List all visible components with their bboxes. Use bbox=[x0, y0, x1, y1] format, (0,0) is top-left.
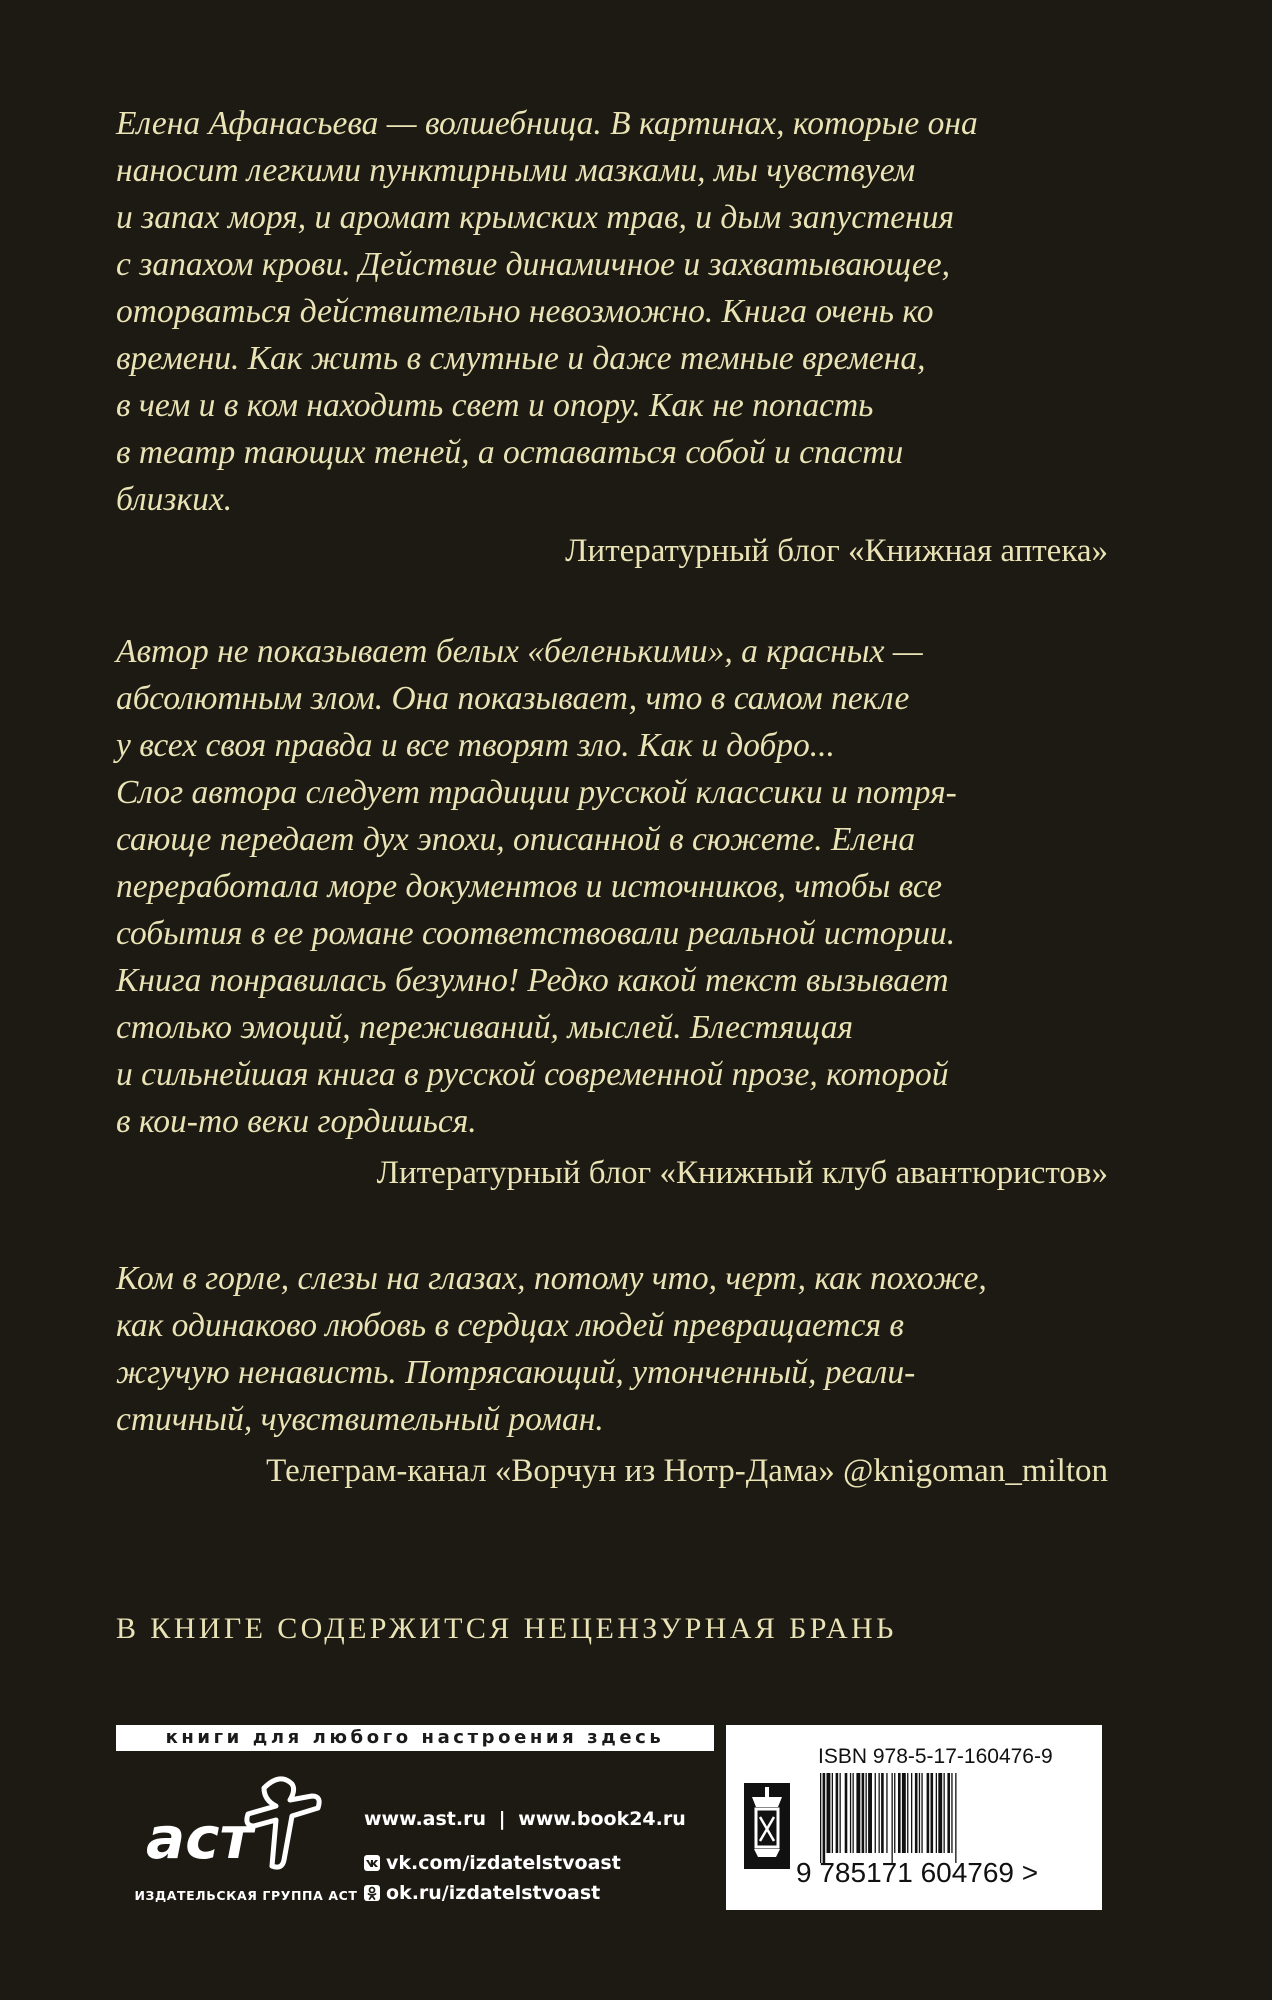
barcode-bar bbox=[951, 1773, 952, 1853]
barcode-bar bbox=[845, 1773, 848, 1853]
barcode-bar bbox=[875, 1773, 876, 1853]
review-1 bbox=[116, 100, 1116, 573]
ok-link[interactable]: ok.ru/izdatelstvoast bbox=[386, 1882, 601, 1904]
ok-icon bbox=[364, 1885, 380, 1901]
publisher-group-name: ИЗДАТЕЛЬСКАЯ ГРУППА АСТ bbox=[134, 1888, 358, 1903]
barcode-bar bbox=[894, 1773, 895, 1853]
vk-icon bbox=[364, 1855, 380, 1871]
isbn-label: ISBN 978-5-17-160476-9 bbox=[818, 1745, 1053, 1768]
barcode-bar bbox=[881, 1773, 884, 1853]
barcode-bar bbox=[919, 1773, 920, 1853]
review-1-source: Литературный блог «Книжная аптека» bbox=[565, 533, 1108, 569]
barcode-bar bbox=[862, 1773, 865, 1853]
barcode-bar bbox=[907, 1773, 908, 1853]
review-3-text: Ком в горле, слезы на глазах, потому что, черт, как похоже, как одинаково любовь в сердцах людей превращается в жгучую ненависть. Потрясающий, утонченный, реали- стичный, чувствительный роман. bbox=[116, 1260, 987, 1438]
barcode-bar bbox=[879, 1773, 880, 1853]
website-book24-link[interactable]: www.book24.ru bbox=[518, 1808, 686, 1830]
barcode-bar bbox=[921, 1773, 922, 1853]
barcode-bar bbox=[840, 1773, 841, 1853]
barcode-bar bbox=[892, 1773, 893, 1863]
barcode-bar bbox=[947, 1773, 950, 1853]
review-3 bbox=[116, 1255, 1116, 1493]
barcode-bar bbox=[868, 1773, 872, 1853]
barcode-bar bbox=[820, 1773, 821, 1863]
profanity-warning: В КНИГЕ СОДЕРЖИТСЯ НЕЦЕНЗУРНАЯ БРАНЬ bbox=[116, 1612, 897, 1645]
barcode-bar bbox=[936, 1773, 937, 1853]
review-2 bbox=[116, 628, 1116, 1195]
barcode-bar bbox=[955, 1773, 956, 1863]
lantern-icon bbox=[744, 1783, 790, 1874]
link-separator: | bbox=[498, 1808, 506, 1830]
barcode-bar bbox=[944, 1773, 945, 1853]
barcode-bar bbox=[911, 1773, 912, 1853]
barcode-digits: 9 785171 604769 > bbox=[796, 1857, 1039, 1888]
review-3-source: Телеграм-канал «Ворчун из Нотр-Дама» @knigoman_milton bbox=[266, 1453, 1108, 1489]
ok-link-row bbox=[364, 1880, 686, 1906]
barcode-bar bbox=[866, 1773, 867, 1853]
barcode-bar bbox=[832, 1773, 833, 1853]
logo-text: аст bbox=[146, 1804, 254, 1872]
barcode-bar bbox=[915, 1773, 918, 1853]
vk-link-row bbox=[364, 1850, 686, 1876]
barcode-bar bbox=[938, 1773, 942, 1853]
barcode-bar bbox=[836, 1773, 839, 1853]
barcode-bar bbox=[902, 1773, 906, 1853]
publisher-links bbox=[364, 1808, 686, 1906]
barcode-bar bbox=[853, 1773, 854, 1853]
barcode-bar bbox=[856, 1773, 860, 1853]
barcode-bar bbox=[886, 1773, 887, 1853]
isbn-barcode-block bbox=[726, 1725, 1102, 1910]
review-2-text: Автор не показывает белых «беленькими», а красных — абсолютным злом. Она показывает, что в самом пекле у всех своя правда и все творят зло. Как и добро... Слог автора следует традиции русской классики и потря- сающе передает дух эпохи, описанной в сюжете. Елена переработала море документов и источников, чтобы все события в ее романе соответствовали реальной истории. Книга понравилась безумно! Редко какой текст вызывает столько эмоций, переживаний, мыслей. Блестящая и сильнейшая книга в русской современной прозе, которой в кои-то веки гордишься. bbox=[116, 633, 957, 1140]
publisher-tagline: книги для любого настроения здесь bbox=[116, 1725, 714, 1751]
vk-link[interactable]: vk.com/izdatelstvoast bbox=[386, 1852, 621, 1874]
ast-logo bbox=[140, 1766, 340, 1876]
barcode-bar bbox=[850, 1773, 851, 1853]
barcode bbox=[816, 1773, 1086, 1863]
website-links bbox=[364, 1808, 686, 1830]
barcode-bar bbox=[898, 1773, 901, 1853]
review-2-source: Литературный блог «Книжный клуб авантюристов» bbox=[376, 1155, 1108, 1191]
barcode-bar bbox=[931, 1773, 934, 1853]
barcode-bar bbox=[827, 1773, 831, 1853]
barcode-bar bbox=[927, 1773, 930, 1853]
barcode-bar bbox=[823, 1773, 826, 1863]
review-1-text: Елена Афанасьева — волшебница. В картинах, которые она наносит легкими пунктирными мазками, мы чувствуем и запах моря, и аромат крымских трав, и дым запустения с запахом крови. Действие динамичное и захватывающее, оторваться действительно невозможно. Книга очень ко времени. Как жить в смутные и даже темные времена, в чем и в ком находить свет и опору. Как не попасть в театр тающих теней, а оставаться собой и спасти близких. bbox=[116, 105, 978, 518]
website-ast-link[interactable]: www.ast.ru bbox=[364, 1808, 486, 1830]
